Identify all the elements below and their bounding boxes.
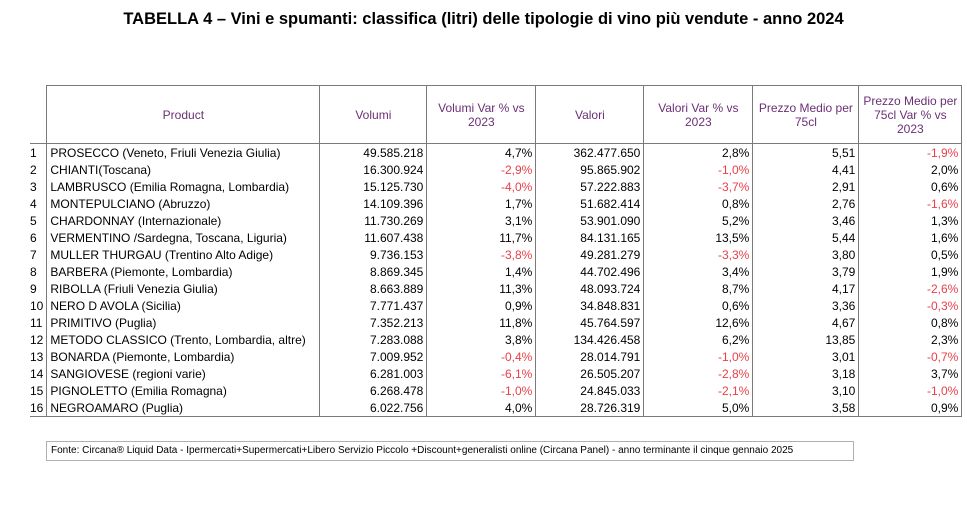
cell-valori-var: 0,8% <box>644 195 753 212</box>
cell-product: MONTEPULCIANO (Abruzzo) <box>47 195 320 212</box>
cell-product: NEGROAMARO (Puglia) <box>47 399 320 417</box>
table-row <box>30 348 962 365</box>
cell-volumi: 11.730.269 <box>320 212 427 229</box>
cell-prezzo-var: 2,0% <box>859 161 962 178</box>
cell-product: NERO D AVOLA (Sicilia) <box>47 297 320 314</box>
cell-valori: 53.901.090 <box>536 212 644 229</box>
header-volumi-var: Volumi Var % vs 2023 <box>427 86 536 144</box>
cell-valori: 24.845.033 <box>536 382 644 399</box>
cell-volumi: 9.736.153 <box>320 246 427 263</box>
cell-volumi: 14.109.396 <box>320 195 427 212</box>
cell-rank: 4 <box>30 195 47 212</box>
cell-prezzo: 3,10 <box>753 382 859 399</box>
cell-product: METODO CLASSICO (Trento, Lombardia, altre) <box>47 331 320 348</box>
cell-valori: 34.848.831 <box>536 297 644 314</box>
cell-prezzo-var: -0,3% <box>859 297 962 314</box>
cell-valori-var: -2,1% <box>644 382 753 399</box>
cell-rank: 13 <box>30 348 47 365</box>
cell-valori: 28.014.791 <box>536 348 644 365</box>
cell-product: PIGNOLETTO (Emilia Romagna) <box>47 382 320 399</box>
cell-rank: 12 <box>30 331 47 348</box>
header-prezzo: Prezzo Medio per 75cl <box>753 86 859 144</box>
cell-prezzo-var: -1,0% <box>859 382 962 399</box>
table-row <box>30 212 962 229</box>
cell-valori-var: 5,0% <box>644 399 753 417</box>
header-volumi: Volumi <box>320 86 427 144</box>
cell-valori: 45.764.597 <box>536 314 644 331</box>
cell-rank: 15 <box>30 382 47 399</box>
cell-product: BARBERA (Piemonte, Lombardia) <box>47 263 320 280</box>
cell-valori-var: -1,0% <box>644 161 753 178</box>
cell-volumi: 6.281.003 <box>320 365 427 382</box>
cell-volumi-var: 11,8% <box>427 314 536 331</box>
cell-prezzo-var: -1,9% <box>859 144 962 162</box>
cell-prezzo-var: 1,6% <box>859 229 962 246</box>
cell-product: PROSECCO (Veneto, Friuli Venezia Giulia) <box>47 144 320 162</box>
table-row <box>30 314 962 331</box>
cell-product: MULLER THURGAU (Trentino Alto Adige) <box>47 246 320 263</box>
cell-valori-var: -1,0% <box>644 348 753 365</box>
cell-volumi: 7.771.437 <box>320 297 427 314</box>
cell-product: LAMBRUSCO (Emilia Romagna, Lombardia) <box>47 178 320 195</box>
cell-volumi: 16.300.924 <box>320 161 427 178</box>
cell-product: VERMENTINO /Sardegna, Toscana, Liguria) <box>47 229 320 246</box>
cell-prezzo-var: 0,6% <box>859 178 962 195</box>
cell-prezzo: 2,76 <box>753 195 859 212</box>
header-valori-var: Valori Var % vs 2023 <box>644 86 753 144</box>
cell-volumi: 6.268.478 <box>320 382 427 399</box>
table-row <box>30 246 962 263</box>
cell-prezzo-var: 2,3% <box>859 331 962 348</box>
cell-volumi-var: 3,1% <box>427 212 536 229</box>
cell-volumi: 7.283.088 <box>320 331 427 348</box>
cell-volumi: 15.125.730 <box>320 178 427 195</box>
cell-valori: 95.865.902 <box>536 161 644 178</box>
cell-valori: 44.702.496 <box>536 263 644 280</box>
cell-rank: 16 <box>30 399 47 417</box>
cell-prezzo: 3,01 <box>753 348 859 365</box>
cell-prezzo-var: 1,9% <box>859 263 962 280</box>
wine-ranking-table <box>30 85 962 417</box>
cell-prezzo: 3,80 <box>753 246 859 263</box>
cell-prezzo-var: 3,7% <box>859 365 962 382</box>
cell-prezzo-var: -2,6% <box>859 280 962 297</box>
cell-valori: 134.426.458 <box>536 331 644 348</box>
table-row <box>30 297 962 314</box>
cell-rank: 7 <box>30 246 47 263</box>
cell-volumi-var: 11,3% <box>427 280 536 297</box>
header-product: Product <box>47 86 320 144</box>
cell-prezzo-var: 0,8% <box>859 314 962 331</box>
cell-rank: 10 <box>30 297 47 314</box>
cell-prezzo-var: -1,6% <box>859 195 962 212</box>
cell-valori-var: 12,6% <box>644 314 753 331</box>
cell-valori: 49.281.279 <box>536 246 644 263</box>
cell-rank: 14 <box>30 365 47 382</box>
cell-volumi-var: -2,9% <box>427 161 536 178</box>
cell-volumi-var: 4,7% <box>427 144 536 162</box>
table-row <box>30 144 962 162</box>
cell-volumi-var: 11,7% <box>427 229 536 246</box>
cell-valori-var: 6,2% <box>644 331 753 348</box>
cell-prezzo-var: 1,3% <box>859 212 962 229</box>
cell-volumi: 7.352.213 <box>320 314 427 331</box>
cell-volumi-var: 4,0% <box>427 399 536 417</box>
cell-prezzo: 3,46 <box>753 212 859 229</box>
cell-prezzo: 5,44 <box>753 229 859 246</box>
table-row <box>30 178 962 195</box>
cell-prezzo: 5,51 <box>753 144 859 162</box>
cell-valori-var: -2,8% <box>644 365 753 382</box>
cell-rank: 5 <box>30 212 47 229</box>
cell-volumi-var: -6,1% <box>427 365 536 382</box>
cell-product: CHARDONNAY (Internazionale) <box>47 212 320 229</box>
table-row <box>30 365 962 382</box>
cell-valori: 57.222.883 <box>536 178 644 195</box>
cell-valori: 84.131.165 <box>536 229 644 246</box>
header-valori: Valori <box>536 86 644 144</box>
cell-prezzo: 3,79 <box>753 263 859 280</box>
table-row <box>30 399 962 417</box>
cell-product: CHIANTI(Toscana) <box>47 161 320 178</box>
cell-rank: 8 <box>30 263 47 280</box>
cell-volumi: 11.607.438 <box>320 229 427 246</box>
cell-prezzo: 13,85 <box>753 331 859 348</box>
cell-volumi-var: -4,0% <box>427 178 536 195</box>
cell-prezzo: 4,41 <box>753 161 859 178</box>
cell-rank: 1 <box>30 144 47 162</box>
cell-rank: 6 <box>30 229 47 246</box>
cell-rank: 9 <box>30 280 47 297</box>
cell-valori: 51.682.414 <box>536 195 644 212</box>
cell-valori-var: 5,2% <box>644 212 753 229</box>
header-prezzo-var: Prezzo Medio per 75cl Var % vs 2023 <box>859 86 962 144</box>
cell-valori-var: 0,6% <box>644 297 753 314</box>
cell-product: BONARDA (Piemonte, Lombardia) <box>47 348 320 365</box>
table-row <box>30 382 962 399</box>
cell-prezzo-var: 0,5% <box>859 246 962 263</box>
table-row <box>30 161 962 178</box>
cell-volumi: 7.009.952 <box>320 348 427 365</box>
table-row <box>30 195 962 212</box>
cell-valori-var: 2,8% <box>644 144 753 162</box>
cell-prezzo: 3,18 <box>753 365 859 382</box>
cell-valori-var: -3,3% <box>644 246 753 263</box>
cell-volumi: 49.585.218 <box>320 144 427 162</box>
cell-volumi-var: 3,8% <box>427 331 536 348</box>
cell-prezzo: 3,58 <box>753 399 859 417</box>
page-title: TABELLA 4 – Vini e spumanti: classifica (litri) delle tipologie di vino più vendute - anno 2024 <box>123 10 844 28</box>
cell-prezzo: 4,67 <box>753 314 859 331</box>
cell-valori: 26.505.207 <box>536 365 644 382</box>
cell-prezzo: 2,91 <box>753 178 859 195</box>
rank-header <box>30 86 47 144</box>
cell-prezzo: 4,17 <box>753 280 859 297</box>
table-row <box>30 280 962 297</box>
cell-product: RIBOLLA (Friuli Venezia Giulia) <box>47 280 320 297</box>
cell-valori-var: 8,7% <box>644 280 753 297</box>
cell-rank: 3 <box>30 178 47 195</box>
cell-volumi: 8.869.345 <box>320 263 427 280</box>
table-row <box>30 229 962 246</box>
source-note: Fonte: Circana® Liquid Data - Ipermercati+Supermercati+Libero Servizio Piccolo +Discount+generalisti online (Circana Panel) - anno terminante il cinque gennaio 2025 <box>51 445 794 456</box>
cell-rank: 11 <box>30 314 47 331</box>
cell-volumi: 8.663.889 <box>320 280 427 297</box>
cell-volumi: 6.022.756 <box>320 399 427 417</box>
cell-prezzo: 3,36 <box>753 297 859 314</box>
cell-volumi-var: 0,9% <box>427 297 536 314</box>
cell-volumi-var: -1,0% <box>427 382 536 399</box>
header-row <box>30 86 962 144</box>
table-row <box>30 263 962 280</box>
cell-product: PRIMITIVO (Puglia) <box>47 314 320 331</box>
cell-volumi-var: -3,8% <box>427 246 536 263</box>
cell-rank: 2 <box>30 161 47 178</box>
cell-valori: 28.726.319 <box>536 399 644 417</box>
cell-valori: 362.477.650 <box>536 144 644 162</box>
cell-product: SANGIOVESE (regioni varie) <box>47 365 320 382</box>
cell-volumi-var: 1,7% <box>427 195 536 212</box>
cell-volumi-var: -0,4% <box>427 348 536 365</box>
table-row <box>30 331 962 348</box>
cell-valori-var: 13,5% <box>644 229 753 246</box>
cell-valori-var: -3,7% <box>644 178 753 195</box>
cell-valori: 48.093.724 <box>536 280 644 297</box>
cell-volumi-var: 1,4% <box>427 263 536 280</box>
cell-prezzo-var: -0,7% <box>859 348 962 365</box>
cell-prezzo-var: 0,9% <box>859 399 962 417</box>
cell-valori-var: 3,4% <box>644 263 753 280</box>
